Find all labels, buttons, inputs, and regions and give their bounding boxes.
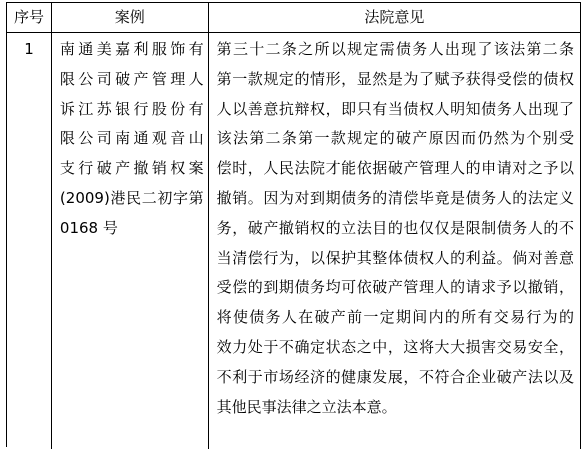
opinion-line: 第一款规定的情形，显然是为了赋予获得受偿的债权 [216,69,574,88]
opinion-line: 务，破产撤销权的立法目的也仅仅是限制债务人的不 [216,218,574,237]
opinion-line: 将使债务人在破产前一定期间内的所有交易行为的 [216,308,574,327]
opinion-line: 受偿的到期债务均可依破产管理人的请求予以撤销， [216,278,574,297]
table-header-row [7,3,581,33]
case-line: 限公司破产管理人 [59,69,204,88]
opinion-line: 偿时，人民法院才能依据破产管理人的申请对之予以 [216,159,574,178]
table-row [7,33,581,449]
case-line: 诉江苏银行股份有 [59,99,204,118]
case-line: 限公司南通观音山 [59,129,204,148]
opinion-line: 当清偿行为，以保护其整体债权人的利益。倘对善意 [216,248,574,267]
court-opinion [209,33,581,449]
case-line: (2009)港民二初字第 [59,188,204,207]
opinion-line: 该法第二条第一款规定的破产原因而仍然为个别受 [216,129,574,148]
case-table [6,2,581,447]
opinion-line: 撤销。因为对到期债务的清偿毕竟是债务人的法定义 [216,188,574,207]
case-name [52,33,209,449]
opinion-line: 效力处于不确定状态之中，这将大大损害交易安全， [216,337,574,356]
header-case: 案例 [52,3,209,32]
opinion-line: 不利于市场经济的健康发展，不符合企业破产法以及 [216,367,574,386]
case-line: 南通美嘉利服饰有 [59,40,204,58]
header-index: 序号 [7,3,52,32]
opinion-line: 人以善意抗辩权，即只有当债权人明知债务人出现了 [216,99,574,118]
case-line: 0168 号 [59,218,118,237]
case-line: 支行破产撤销权案 [59,159,204,178]
opinion-line: 第三十二条之所以规定需债务人出现了该法第二条 [216,40,574,58]
opinion-line: 其他民事法律之立法本意。 [216,397,397,416]
header-opinion: 法院意见 [209,3,581,32]
row-index: 1 [7,33,52,449]
